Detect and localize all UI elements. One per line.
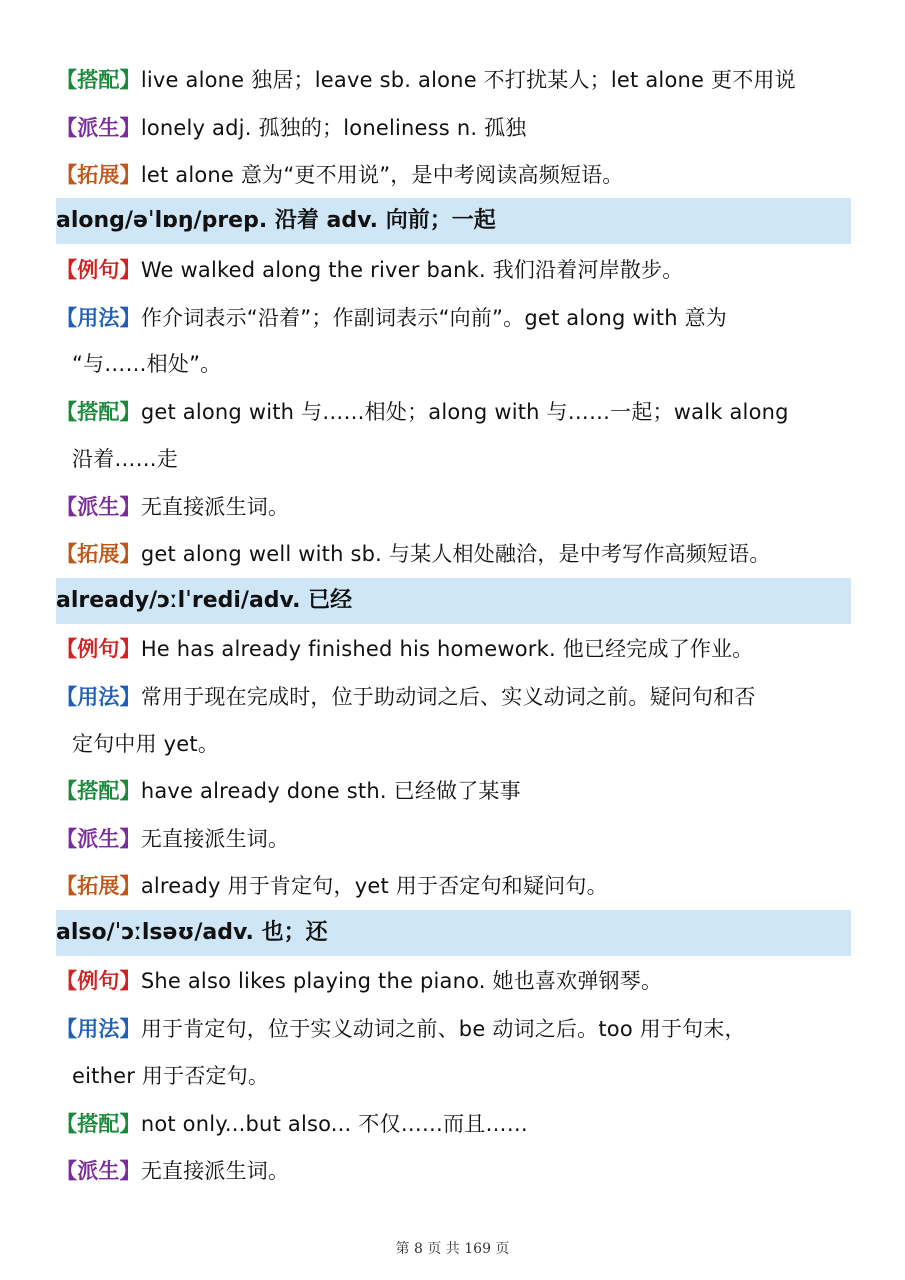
derivative-tag: 【派生】 (56, 827, 141, 851)
already-extension-text: already 用于肯定句，yet 用于否定句和疑问句。 (140, 874, 608, 898)
along-collocation-line (56, 398, 856, 426)
example-tag: 【例句】 (56, 969, 141, 993)
along-usage-line-2: “与……相处”。 (72, 352, 222, 376)
alone-derivative-line (56, 114, 856, 142)
alone-collocation-text: live alone 独居；leave sb. alone 不打扰某人；let alone 更不用说 (140, 68, 796, 92)
already-usage-text-1: 常用于现在完成时，位于助动词之后、实义动词之前。疑问句和否 (140, 685, 756, 709)
extension-tag: 【拓展】 (56, 163, 141, 187)
extension-tag: 【拓展】 (56, 542, 141, 566)
collocation-tag: 【搭配】 (56, 68, 141, 92)
also-collocation-line (56, 1110, 856, 1138)
along-extension-text: get along well with sb. 与某人相处融洽，是中考写作高频短语。 (140, 542, 771, 566)
along-usage-line (56, 304, 856, 332)
extension-tag: 【拓展】 (56, 874, 141, 898)
already-usage-line (56, 683, 856, 711)
derivative-tag: 【派生】 (56, 495, 141, 519)
also-usage-line-2: either 用于否定句。 (72, 1064, 270, 1088)
alone-derivative-text: lonely adj. 孤独的；loneliness n. 孤独 (140, 116, 527, 140)
along-header: along/əˈlɒŋ/prep. 沿着 adv. 向前；一起 (56, 208, 496, 233)
example-tag: 【例句】 (56, 637, 141, 661)
already-example-text: He has already finished his homework. 他已经完成了作业。 (140, 637, 754, 661)
example-tag: 【例句】 (56, 258, 141, 282)
alone-extension-line (56, 161, 856, 189)
along-derivative-line (56, 493, 856, 521)
also-example-line (56, 967, 856, 995)
also-collocation-text: not only...but also... 不仅……而且…… (140, 1112, 528, 1136)
along-example-line (56, 256, 856, 284)
collocation-tag: 【搭配】 (56, 400, 141, 424)
also-derivative-line (56, 1157, 856, 1185)
already-usage-line-2: 定句中用 yet。 (72, 732, 220, 756)
collocation-tag: 【搭配】 (56, 1112, 141, 1136)
already-derivative-text: 无直接派生词。 (140, 827, 290, 851)
already-collocation-line (56, 777, 856, 805)
derivative-tag: 【派生】 (56, 1159, 141, 1183)
usage-tag: 【用法】 (56, 685, 141, 709)
collocation-tag: 【搭配】 (56, 779, 141, 803)
alone-extension-text: let alone 意为“更不用说”，是中考阅读高频短语。 (140, 163, 624, 187)
derivative-tag: 【派生】 (56, 116, 141, 140)
already-derivative-line (56, 825, 856, 853)
already-example-line (56, 635, 856, 663)
also-example-text: She also likes playing the piano. 她也喜欢弹钢琴。 (140, 969, 663, 993)
along-extension-line (56, 540, 856, 568)
already-extension-line (56, 872, 856, 900)
also-header: also/ˈɔːlsəʊ/adv. 也；还 (56, 920, 328, 945)
page-footer: 第 8 页 共 169 页 (395, 1241, 510, 1257)
usage-tag: 【用法】 (56, 306, 141, 330)
along-collocation-line-2: 沿着……走 (72, 447, 178, 471)
already-collocation-text: have already done sth. 已经做了某事 (140, 779, 521, 803)
along-example-text: We walked along the river bank. 我们沿着河岸散步。 (140, 258, 684, 282)
already-header: already/ɔːlˈredi/adv. 已经 (56, 588, 353, 613)
also-derivative-text: 无直接派生词。 (140, 1159, 290, 1183)
along-collocation-text-1: get along with 与……相处；along with 与……一起；walk along (140, 400, 789, 424)
also-usage-line (56, 1015, 856, 1043)
along-derivative-text: 无直接派生词。 (140, 495, 290, 519)
usage-tag: 【用法】 (56, 1017, 141, 1041)
along-usage-text-1: 作介词表示“沿着”；作副词表示“向前”。get along with 意为 (140, 306, 727, 330)
alone-collocation-line (56, 66, 856, 94)
also-usage-text-1: 用于肯定句，位于实义动词之前、be 动词之后。too 用于句末， (140, 1017, 746, 1041)
